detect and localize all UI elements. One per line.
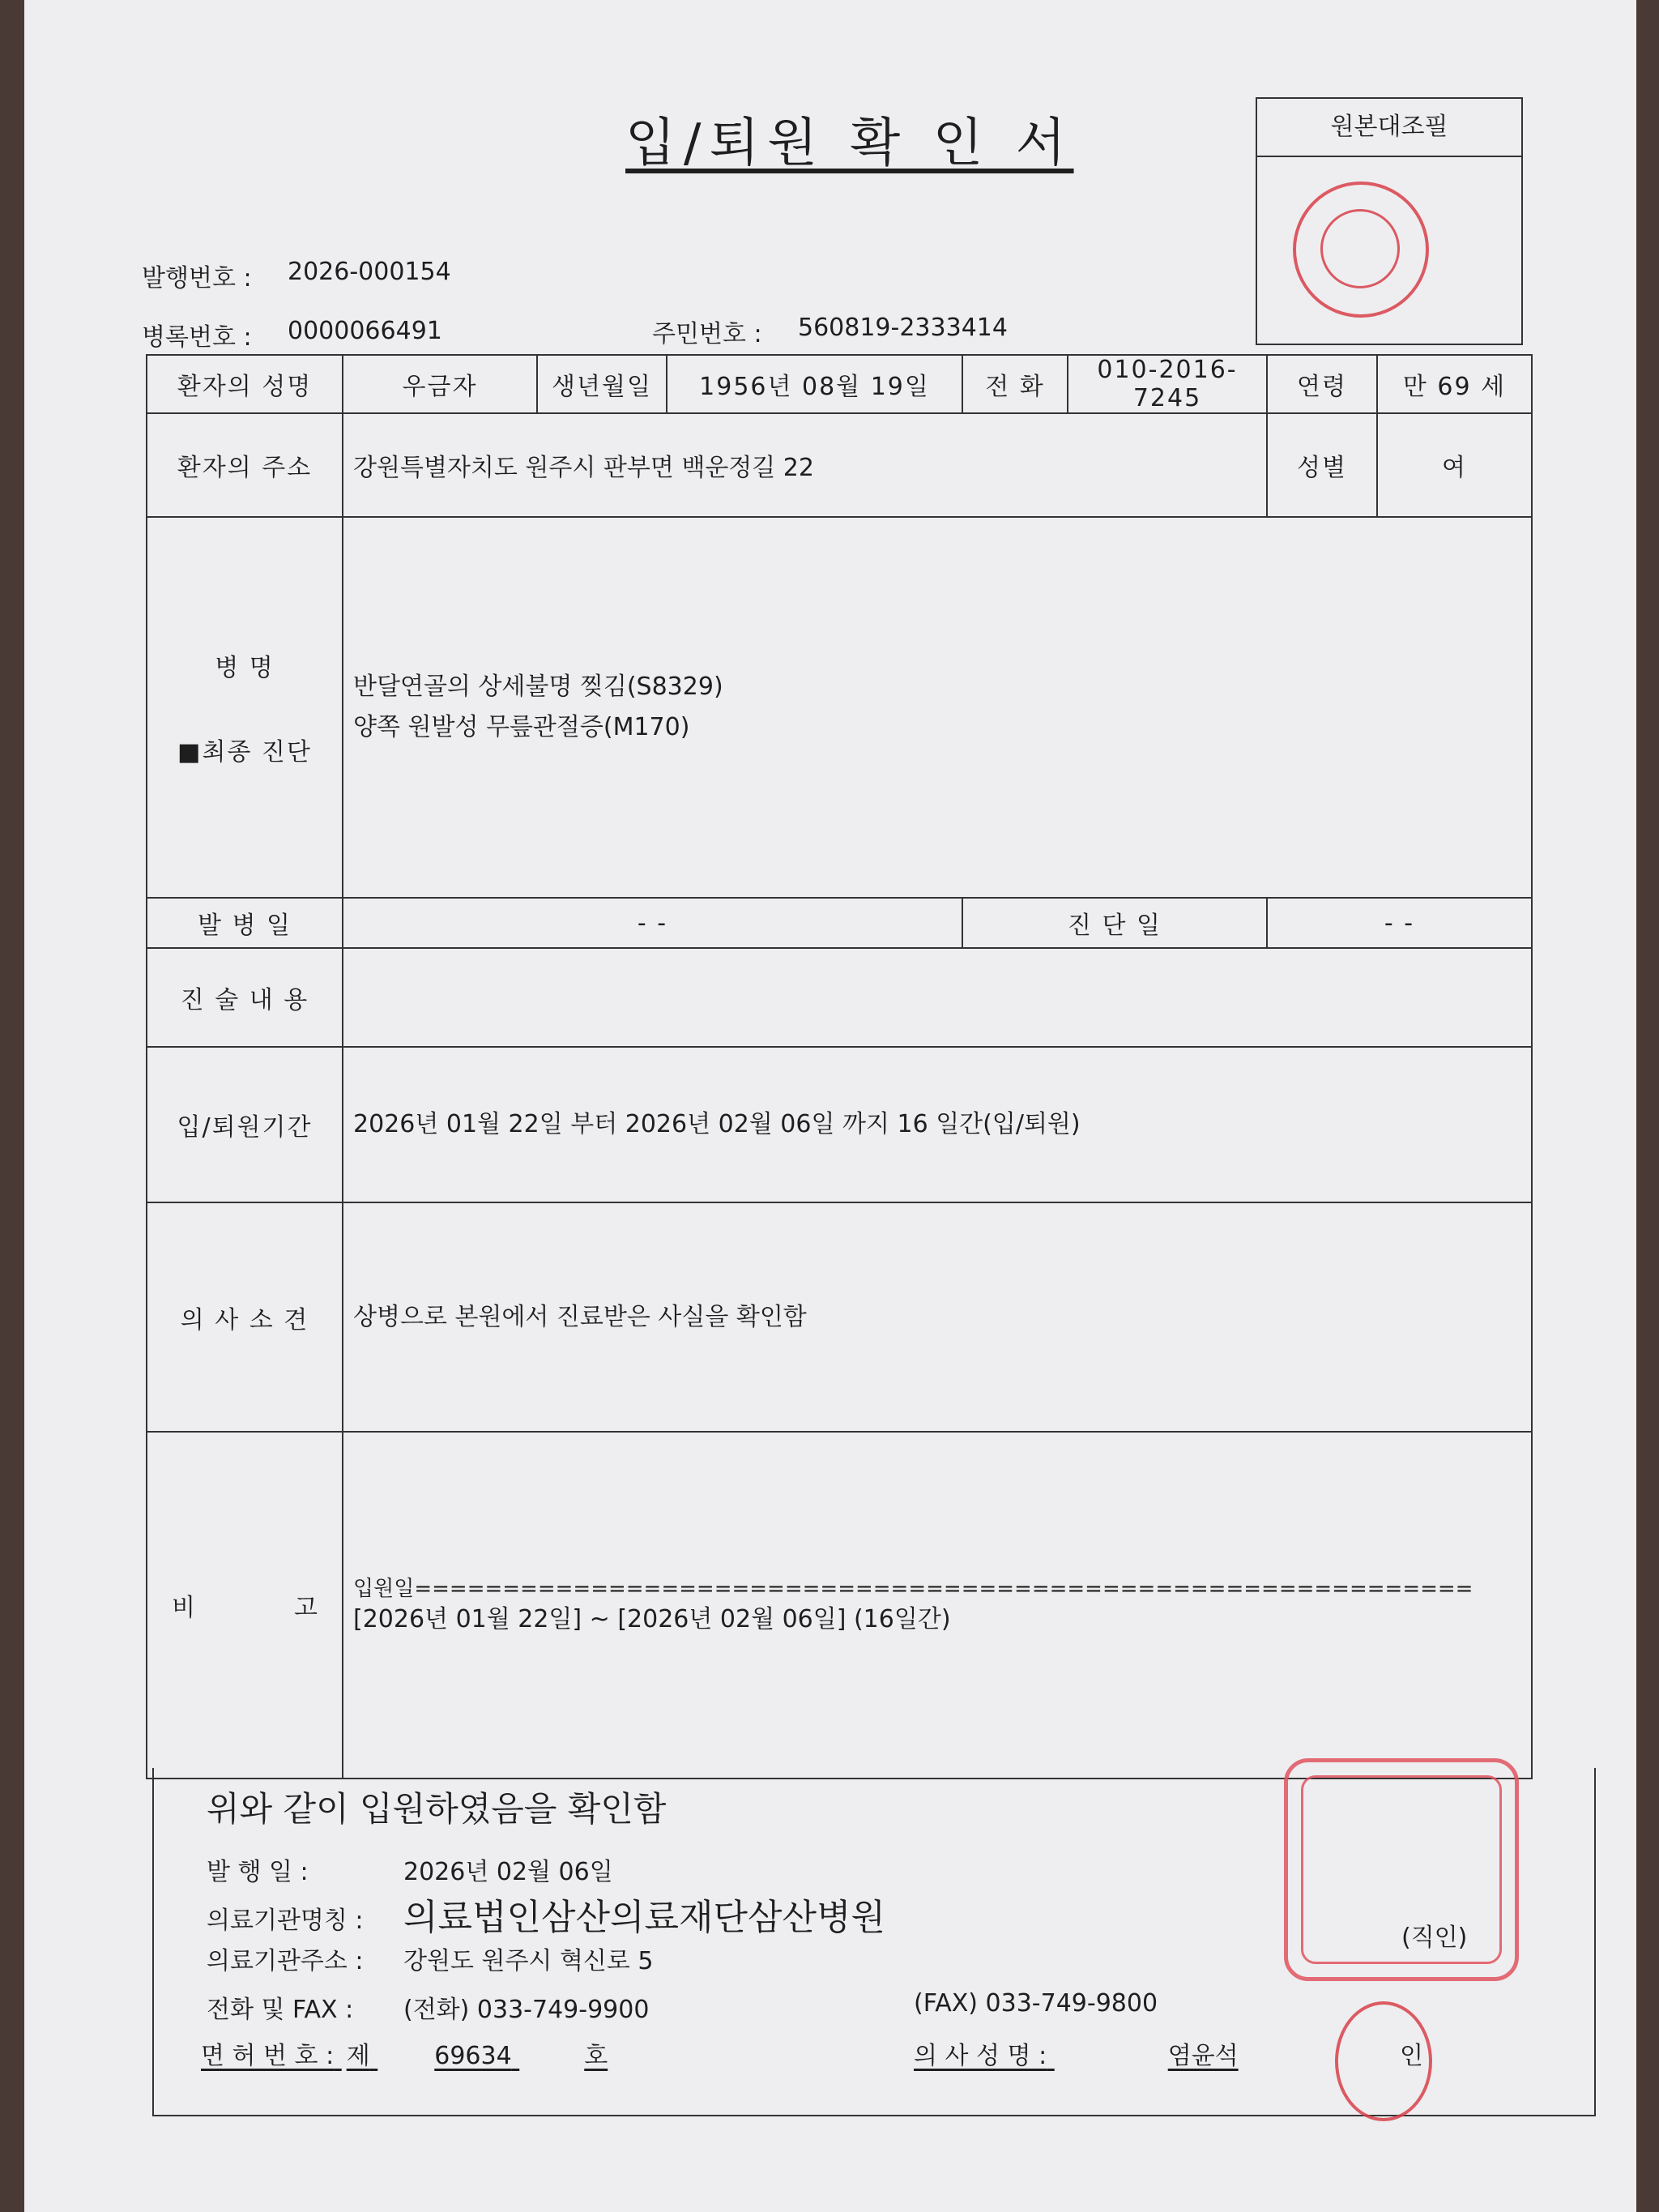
phone-value: 010-2016-7245 (1068, 355, 1267, 413)
onset-value: - - (343, 898, 962, 948)
hospital-phone: (전화) 033-749-9900 (403, 1996, 650, 2024)
doctor-seal-mark: 인 (1400, 2042, 1423, 2070)
remarks-line: 입원일============================================================ (353, 1577, 1473, 1601)
confirmation-text: 위와 같이 입원하였음을 확인함 (207, 1789, 667, 1829)
license-number: 69634 (434, 2042, 512, 2070)
phone-fax-label: 전화 및 FAX : (207, 1996, 354, 2024)
license-prefix: 제 (346, 2042, 370, 2070)
statement-value (343, 948, 1532, 1047)
diagnosis-line: 양쪽 원발성 무릎관절증(M170) (353, 713, 690, 741)
diagnosis-label: 병 명 (215, 654, 275, 682)
official-seal-label: (직인) (1401, 1924, 1468, 1952)
onset-label: 발 병 일 (147, 898, 343, 948)
record-number: 0000066491 (288, 317, 442, 345)
remarks-label-right: 고 (294, 1594, 318, 1622)
remarks-line: [2026년 01월 22일] ~ [2026년 02월 06일] (16일간) (353, 1605, 951, 1633)
resident-number-label: 주민번호 : (652, 320, 762, 348)
address-value: 강원특별자치도 원주시 판부면 백운정길 22 (343, 413, 1267, 517)
document-title: 입/퇴원 확 인 서 (625, 113, 1074, 173)
license-row (201, 2035, 674, 2071)
institution-name: 의료법인삼산의료재단삼산병원 (403, 1897, 886, 1938)
age-value: 만 69 세 (1377, 355, 1532, 413)
institution-address-label: 의료기관주소 : (207, 1947, 364, 1975)
admission-period-value (343, 1047, 1532, 1202)
issue-number-label: 발행번호 : (142, 264, 252, 293)
issue-date-label: 발 행 일 : (207, 1858, 309, 1886)
doctor-opinion-value (343, 1202, 1532, 1432)
diagnosis-label-cell (147, 517, 343, 898)
diagnosis-date-value: - - (1267, 898, 1532, 948)
remarks-value (343, 1432, 1532, 1779)
issue-number: 2026-000154 (288, 258, 451, 286)
issue-date: 2026년 02월 06일 (403, 1858, 613, 1886)
certificate-form-table (146, 354, 1533, 1779)
license-label: 면 허 번 호 : (201, 2042, 335, 2070)
resident-number: 560819-2333414 (798, 314, 1008, 342)
statement-label: 진 술 내 용 (147, 948, 343, 1047)
institution-address: 강원도 원주시 혁신로 5 (403, 1947, 654, 1975)
admission-period-label: 입/퇴원기간 (147, 1047, 343, 1202)
sex-value: 여 (1377, 413, 1532, 517)
diagnosis-value-cell (343, 517, 1532, 898)
admission-period-text: 2026년 01월 22일 부터 2026년 02월 06일 까지 16 일간(입/퇴원) (353, 1110, 1081, 1138)
license-suffix: 호 (584, 2042, 608, 2070)
remarks-label (147, 1432, 343, 1779)
diagnosis-date-label: 진 단 일 (962, 898, 1267, 948)
document-paper (24, 0, 1636, 2212)
doctor-opinion-label: 의 사 소 견 (147, 1202, 343, 1432)
address-label: 환자의 주소 (147, 413, 343, 517)
doctor-opinion-text: 상병으로 본원에서 진료받은 사실을 확인함 (353, 1302, 807, 1331)
doctor-label: 의 사 성 명 : (914, 2042, 1047, 2070)
phone-label: 전 화 (962, 355, 1068, 413)
final-diagnosis-label: ■최종 진단 (177, 738, 312, 767)
institution-label: 의료기관명칭 : (207, 1907, 364, 1935)
sex-label: 성별 (1267, 413, 1377, 517)
remarks-label-left: 비 (172, 1594, 195, 1622)
dob-label: 생년월일 (537, 355, 667, 413)
diagnosis-line: 반달연골의 상세불명 찢김(S8329) (353, 673, 723, 701)
age-label: 연령 (1267, 355, 1377, 413)
doctor-row (914, 2035, 1392, 2071)
copy-seal-stamp (1293, 181, 1429, 318)
record-number-label: 병록번호 : (142, 323, 252, 352)
certified-copy-label: 원본대조필 (1257, 99, 1521, 157)
patient-name: 우금자 (343, 355, 537, 413)
doctor-name: 염윤석 (1167, 2042, 1239, 2070)
doctor-seal-stamp (1335, 2001, 1432, 2121)
dob-value: 1956년 08월 19일 (667, 355, 962, 413)
certified-copy-box (1256, 97, 1523, 345)
patient-name-label: 환자의 성명 (147, 355, 343, 413)
hospital-fax: (FAX) 033-749-9800 (914, 1989, 1158, 2018)
